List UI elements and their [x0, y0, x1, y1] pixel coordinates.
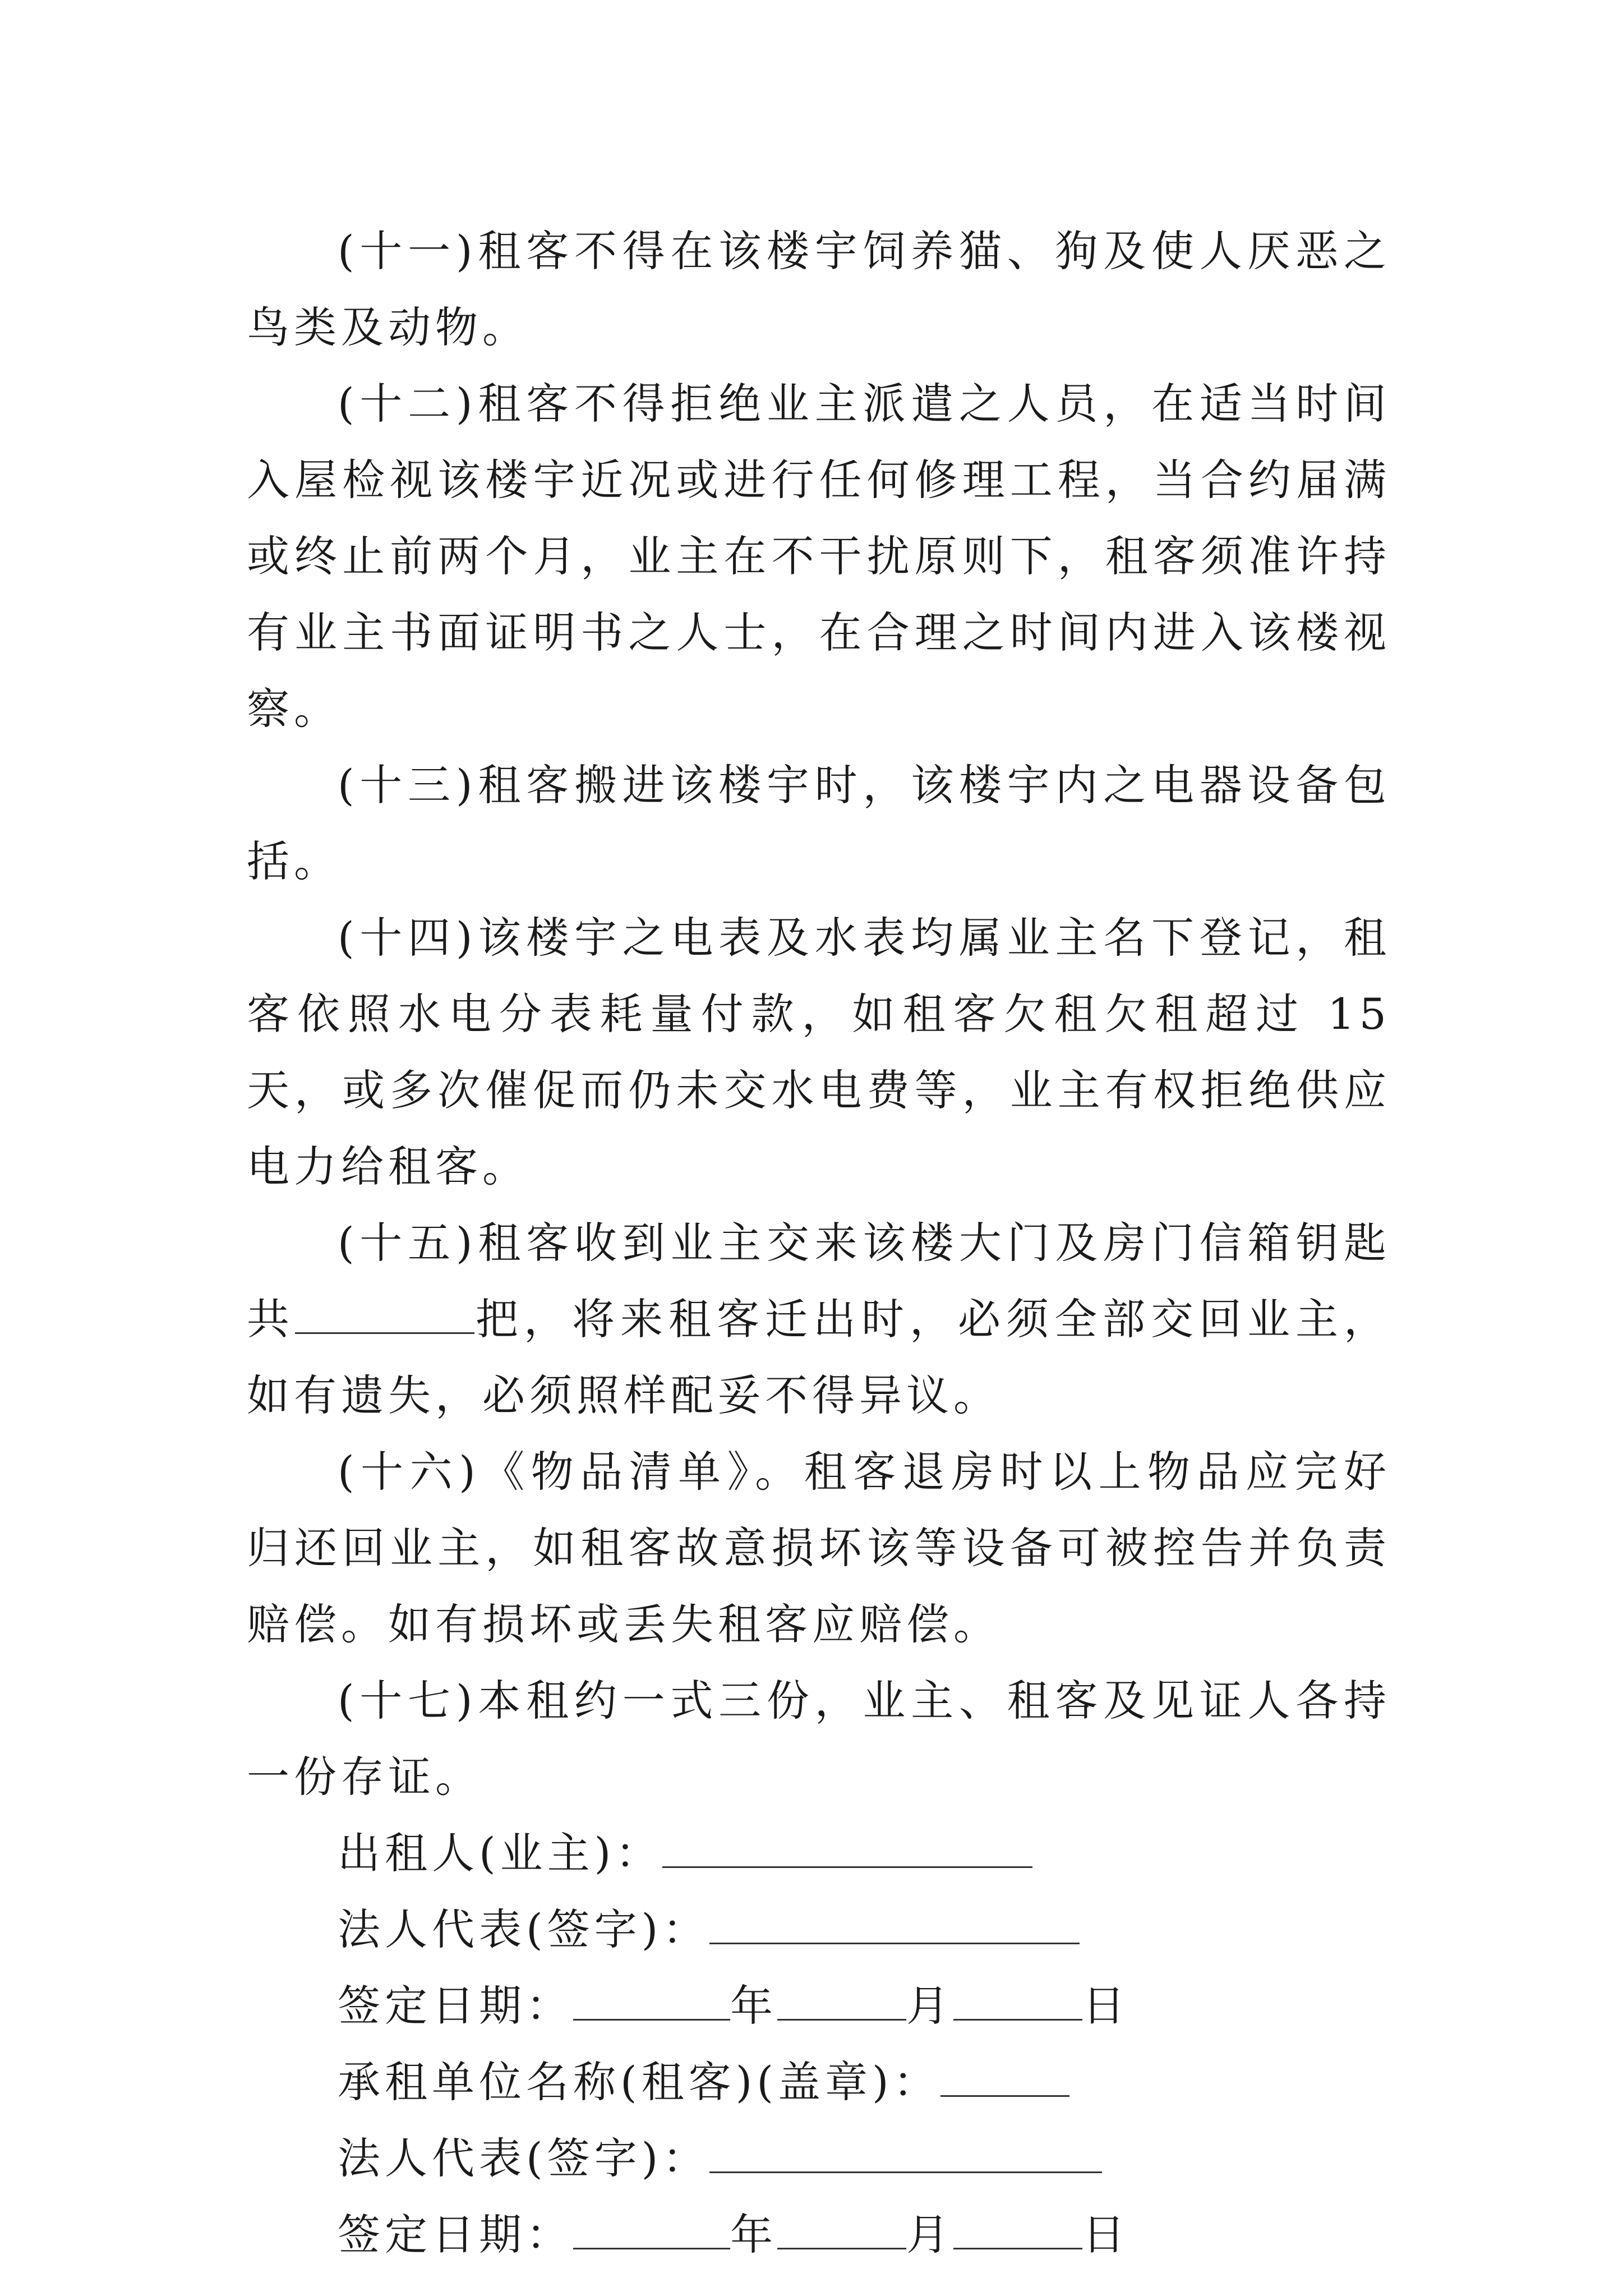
month-unit: 月	[906, 1981, 953, 2031]
lessor-month-blank[interactable]	[777, 1978, 906, 2021]
clause-13: (十三)租客搬进该楼宇时，该楼宇内之电器设备包括。	[247, 760, 1391, 886]
clause-12: (十二)租客不得拒绝业主派遣之人员，在适当时间入屋检视该楼宇近况或进行任何修理工程，当合约届满或终止前两个月，业主在不干扰原则下，租客须准许持有业主书面证明书之人士，在合理之时间内进入该楼视察。	[247, 379, 1391, 734]
year-unit: 年	[730, 2210, 777, 2260]
lessor-rep-line	[247, 1892, 1391, 1968]
lessee-rep-line	[247, 2120, 1391, 2197]
lessee-rep-label: 法人代表(签字)：	[338, 2133, 710, 2183]
lessor-blank[interactable]	[662, 1826, 1032, 1868]
lessor-year-blank[interactable]	[573, 1978, 730, 2021]
month-unit: 月	[906, 2210, 953, 2260]
lessor-date-label: 签定日期：	[338, 1981, 573, 2031]
clause-15-part-b: 把，将来租客迁出时，必须全部交回业主，如有遗失，必须照样配妥不得异议。	[247, 1294, 1391, 1420]
lessor-date-line	[247, 1968, 1391, 2044]
lessee-year-blank[interactable]	[573, 2207, 730, 2249]
lessee-blank[interactable]	[940, 2055, 1069, 2097]
document-body	[247, 213, 1391, 2273]
lessee-date-line	[247, 2197, 1391, 2273]
clause-17: (十七)本租约一式三份，业主、租客及见证人各持一份存证。	[247, 1676, 1391, 1802]
lessee-label: 承租单位名称(租客)(盖章)：	[338, 2057, 940, 2107]
clause-11: (十一)租客不得在该楼宇饲养猫、狗及使人厌恶之鸟类及动物。	[247, 226, 1391, 352]
lessee-date-label: 签定日期：	[338, 2210, 573, 2260]
day-unit: 日	[1082, 1981, 1129, 2031]
lessor-line	[247, 1815, 1391, 1892]
year-unit: 年	[730, 1981, 777, 2031]
clause-15	[247, 1205, 1391, 1434]
lessee-rep-blank[interactable]	[709, 2131, 1102, 2173]
clause-16: (十六)《物品清单》。租客退房时以上物品应完好归还回业主，如租客故意损坏该等设备可被控告并负责赔偿。如有损坏或丢失租客应赔偿。	[247, 1447, 1391, 1649]
lessor-rep-blank[interactable]	[709, 1902, 1080, 1944]
lessee-line	[247, 2044, 1391, 2120]
lessee-day-blank[interactable]	[953, 2207, 1082, 2249]
clause-15-part-a: (十五)租客收到业主交来该楼大门及房门信箱钥匙共	[247, 1218, 1391, 1344]
lessor-label: 出租人(业主)：	[338, 1828, 663, 1878]
lessee-month-blank[interactable]	[777, 2207, 906, 2249]
lessor-day-blank[interactable]	[953, 1978, 1082, 2021]
key-count-blank[interactable]	[295, 1292, 474, 1334]
day-unit: 日	[1082, 2210, 1129, 2260]
lessor-rep-label: 法人代表(签字)：	[338, 1904, 710, 1954]
clause-14: (十四)该楼宇之电表及水表均属业主名下登记，租客依照水电分表耗量付款，如租客欠租欠租超过 15 天，或多次催促而仍未交水电费等，业主有权拒绝供应电力给租客。	[247, 913, 1391, 1191]
